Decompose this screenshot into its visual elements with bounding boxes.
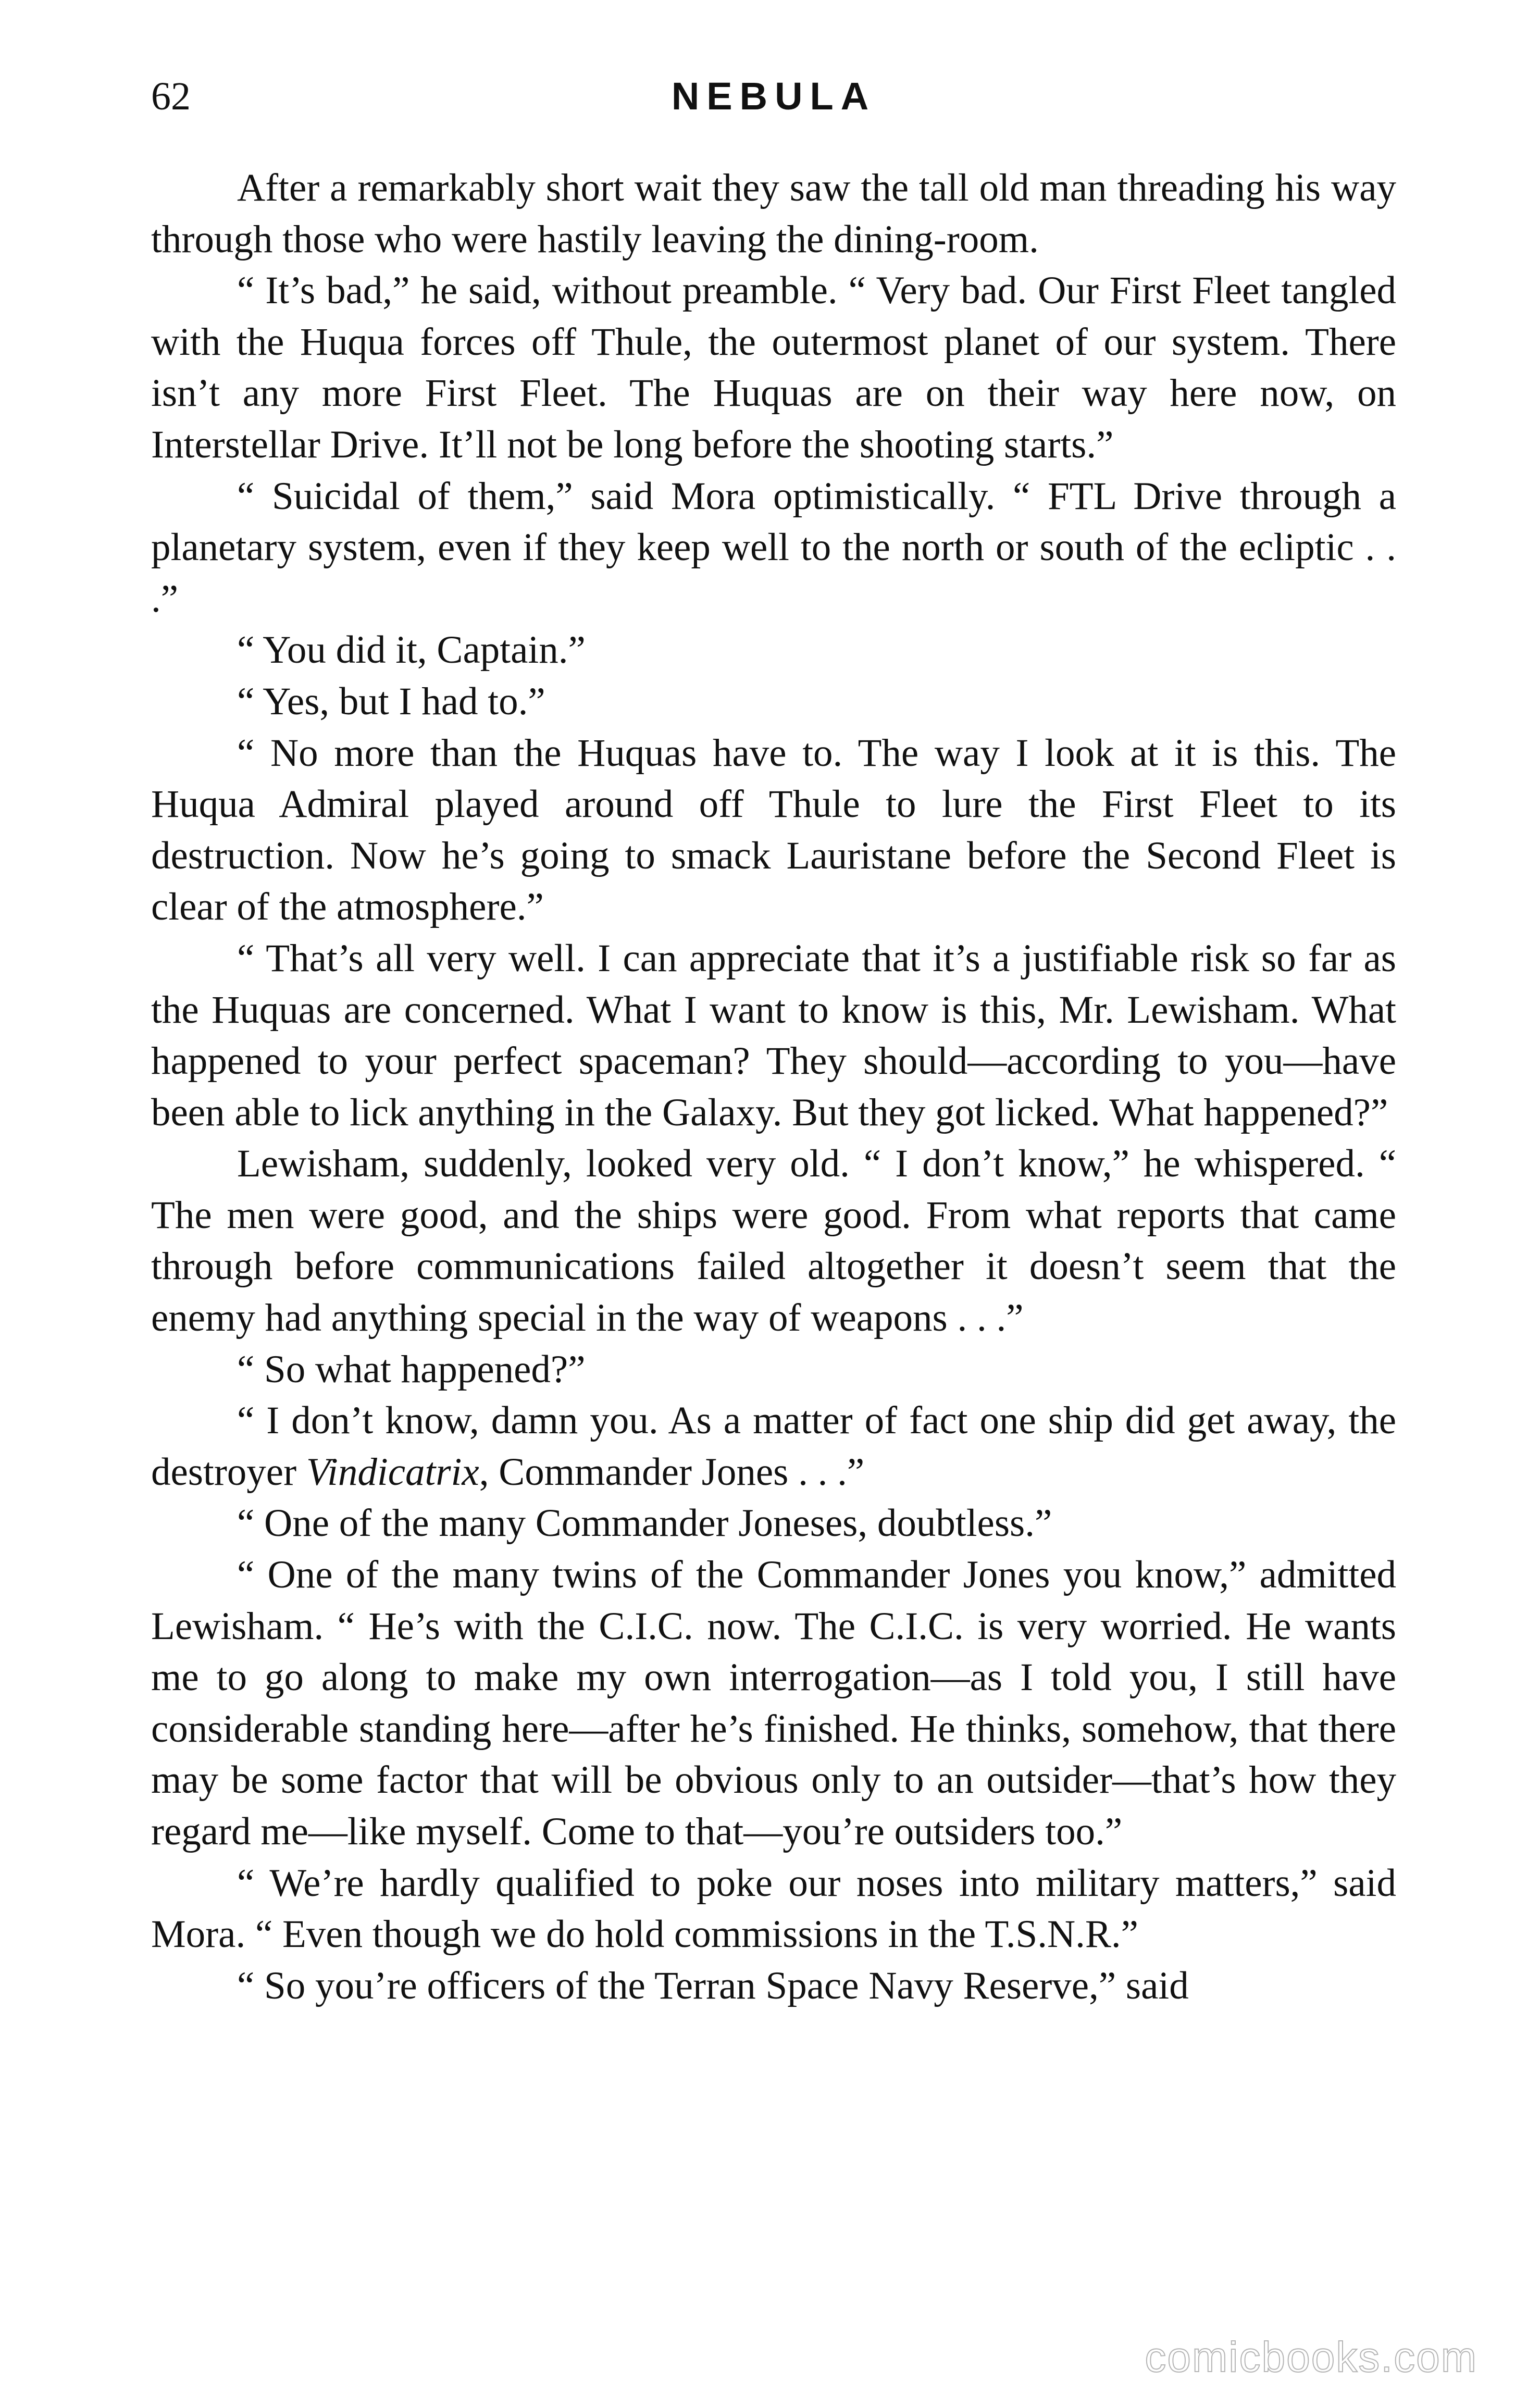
paragraph: “ So you’re officers of the Terran Space Navy Reserve,” said [237,1964,1189,2007]
page-header [151,68,1396,125]
paragraph: “ We’re hardly qualified to poke our noses into military matters,” said Mora. “ Even though we do hold commissions in the T.S.N.R.” [151,1861,1396,1956]
paragraph: “ Yes, but I had to.” [237,679,545,723]
paragraph: “ So what happened?” [237,1347,586,1391]
running-title: NEBULA [671,75,876,118]
paragraph: “ It’s bad,” he said, without preamble. “ Very bad. Our First Fleet tangled with the Huqua forces off Thule, the outermost planet of our system. There isn’t any more First Fleet. The Huquas are on their way here now, on Interstellar Drive. It’ll not be long before the shooting starts.” [151,269,1396,466]
paragraph: “ I don’t know, damn you. As a matter of fact one ship did get away, the destroyer Vindicatrix, Commander Jones . . .” [151,1399,1396,1494]
watermark: comicbooks.com [1145,2334,1477,2381]
page-number: 62 [151,75,191,118]
paragraph: After a remarkably short wait they saw the tall old man threading his way through those who were hastily leaving the dining-room. [151,166,1396,261]
paragraph: Lewisham, suddenly, looked very old. “ I don’t know,” he whispered. “ The men were good, and the ships were good. From what reports that came through before communications failed altogether it doesn’t seem that the enemy had anything special in the way of weapons . . .” [151,1142,1396,1340]
paragraph: “ You did it, Captain.” [237,628,586,672]
paragraph: “ One of the many twins of the Commander Jones you know,” admitted Lewisham. “ He’s with the C.I.C. now. The C.I.C. is very worried. He wants me to go along to make my own interrogation—as I told you, I still have considerable standing here—after he’s finished. He thinks, somehow, that there may be some factor that will be obvious only to an outsider—that’s how they regard me—like myself. Come to that—you’re outsiders too.” [151,1553,1396,1853]
paragraph: “ Suicidal of them,” said Mora optimistically. “ FTL Drive through a planetary system, even if they keep well to the north or south of the ecliptic . . .” [151,474,1396,621]
paragraph: “ One of the many Commander Joneses, doubtless.” [237,1502,1052,1545]
paragraph: “ No more than the Huquas have to. The way I look at it is this. The Huqua Admiral played around off Thule to lure the First Fleet to its destruction. Now he’s going to smack Lauristane before the Second Fleet is clear of the atmosphere.” [151,731,1396,929]
body-text [151,163,1396,2012]
paragraph: “ That’s all very well. I can appreciate that it’s a justifiable risk so far as the Huquas are concerned. What I want to know is this, Mr. Lewisham. What happened to your perfect spaceman? They should—according to you—have been able to lick anything in the Galaxy. But they got licked. What happened?” [151,936,1396,1134]
